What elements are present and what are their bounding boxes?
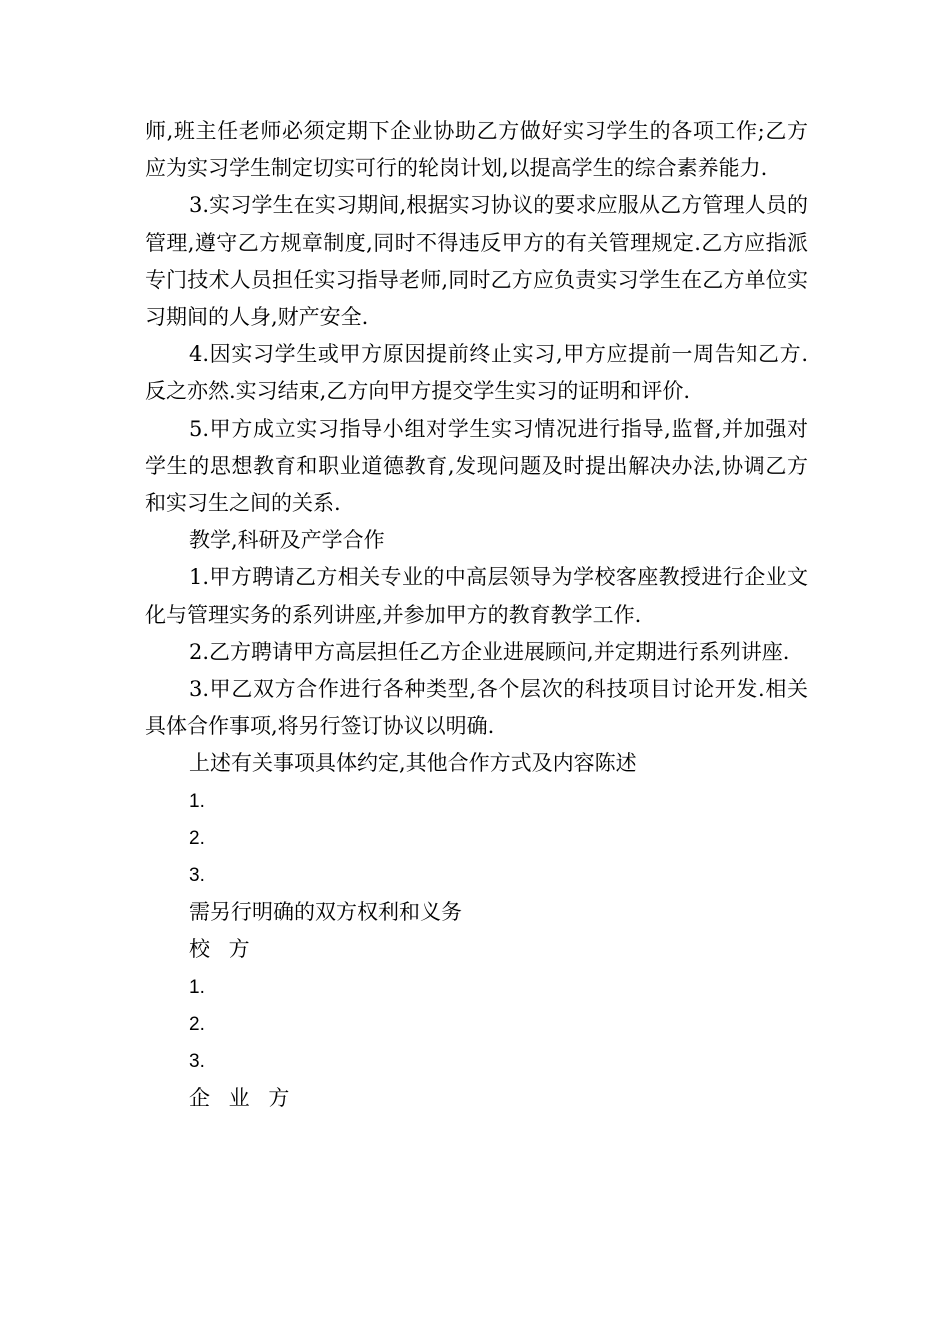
other-item-2: 2.	[189, 827, 205, 849]
school-item-2: 2.	[189, 1013, 205, 1035]
enterprise-label: 企 业 方	[189, 1086, 296, 1111]
paragraph-item-4: 4.因实习学生或甲方原因提前终止实习,甲方应提前一周告知乙方.反之亦然.实习结束,乙方向甲方提交学生实习的证明和评价.	[145, 342, 808, 404]
school-label: 校 方	[189, 937, 256, 962]
teaching-item-2: 2.乙方聘请甲方高层担任乙方企业进展顾问,并定期进行系列讲座.	[189, 639, 790, 664]
other-item-1: 1.	[189, 790, 205, 812]
paragraph-item-5: 5.甲方成立实习指导小组对学生实习情况进行指导,监督,并加强对学生的思想教育和职业道德教育,发现问题及时提出解决办法,协调乙方和实习生之间的关系.	[145, 416, 808, 516]
teaching-item-1: 1.甲方聘请乙方相关专业的中高层领导为学校客座教授进行企业文化与管理实务的系列讲座,并参加甲方的教育教学工作.	[145, 565, 808, 627]
school-item-1: 1.	[189, 976, 205, 998]
teaching-item-3: 3.甲乙双方合作进行各种类型,各个层次的科技项目讨论开发.相关具体合作事项,将另行签订协议以明确.	[145, 677, 808, 739]
other-item-3: 3.	[189, 865, 205, 887]
school-item-3: 3.	[189, 1051, 205, 1073]
section-heading-rights: 需另行明确的双方权利和义务	[189, 900, 462, 925]
paragraph-item-3: 3.实习学生在实习期间,根据实习协议的要求应服从乙方管理人员的管理,遵守乙方规章制度,同时不得违反甲方的有关管理规定.乙方应指派专门技术人员担任实习指导老师,同时乙方应负责实习学生在乙方单位实习期间的人身,财产安全.	[145, 193, 808, 330]
paragraph-continuation: 师,班主任老师必须定期下企业协助乙方做好实习学生的各项工作;乙方应为实习学生制定切实可行的轮岗计划,以提高学生的综合素养能力.	[145, 119, 808, 181]
section-heading-teaching: 教学,科研及产学合作	[189, 528, 385, 553]
section-heading-other: 上述有关事项具体约定,其他合作方式及内容陈述	[189, 751, 637, 776]
